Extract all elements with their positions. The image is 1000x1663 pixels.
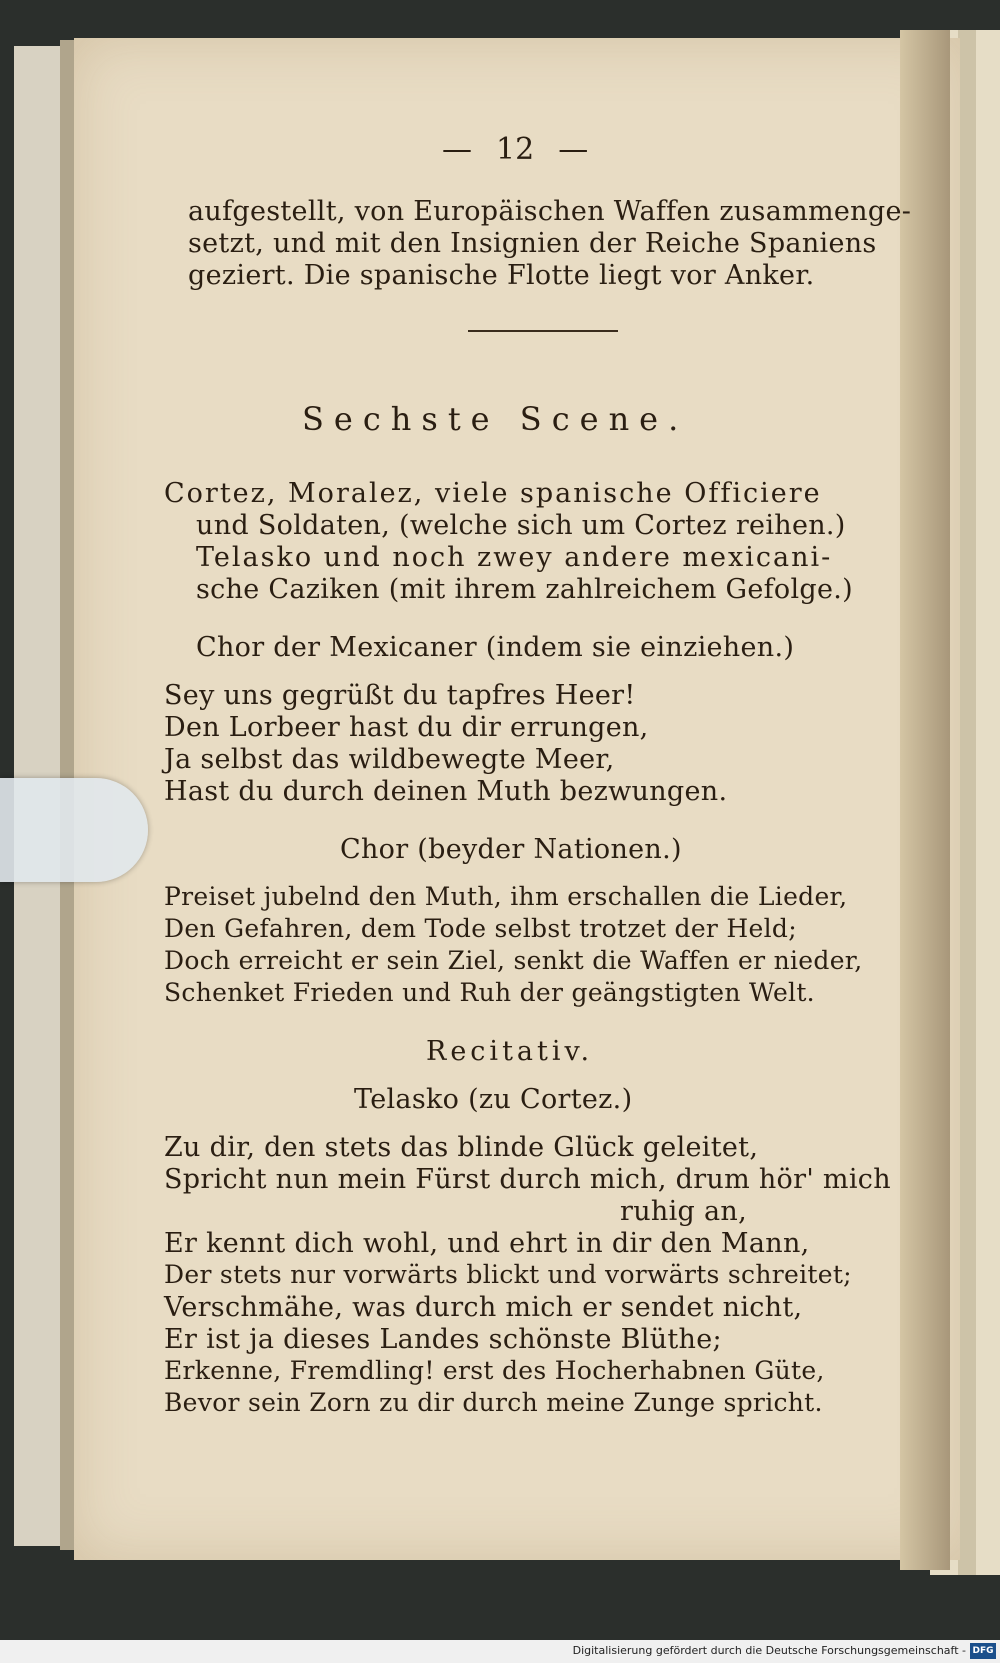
intro-line: aufgestellt, von Europäischen Waffen zusammenge-	[188, 196, 912, 227]
speech-line: Er kennt dich wohl, und ehrt in dir den Mann,	[164, 1228, 810, 1259]
verse-line: Schenket Frieden und Ruh der geängstigten Welt.	[164, 978, 815, 1007]
speech-line: Spricht nun mein Fürst durch mich, drum hör' mich	[164, 1164, 891, 1195]
intro-line: geziert. Die spanische Flotte liegt vor Anker.	[188, 260, 815, 291]
cast-line: Telasko und noch zwey andere mexicani-	[196, 542, 833, 573]
recitativ-heading: Recitativ.	[426, 1036, 594, 1067]
verse-line: Preiset jubelnd den Muth, ihm erschallen die Lieder,	[164, 882, 848, 911]
cast-line: und Soldaten, (welche sich um Cortez reihen.)	[196, 510, 846, 541]
right-page-shadow	[958, 30, 976, 1575]
page-clip	[0, 778, 148, 882]
verse-line: Den Lorbeer hast du dir errungen,	[164, 712, 649, 743]
speech-line: Zu dir, den stets das blinde Glück geleitet,	[164, 1132, 759, 1163]
page-gutter	[900, 30, 950, 1570]
footer-bar	[0, 1640, 1000, 1663]
dash-right: —	[558, 132, 589, 167]
speaker-heading: Telasko (zu Cortez.)	[354, 1084, 633, 1115]
cast-line: Cortez, Moralez, viele spanische Officiere	[164, 478, 822, 509]
speech-line: Erkenne, Fremdling! erst des Hocherhabnen Güte,	[164, 1356, 825, 1385]
page-number: 12	[496, 132, 535, 167]
speech-line: Er ist ja dieses Landes schönste Blüthe;	[164, 1324, 722, 1355]
chorus-heading: Chor (beyder Nationen.)	[340, 834, 682, 865]
dash-left: —	[442, 132, 472, 167]
verse-line: Doch erreicht er sein Ziel, senkt die Waffen er nieder,	[164, 946, 863, 975]
speech-line: Der stets nur vorwärts blickt und vorwärts schreitet;	[164, 1260, 852, 1289]
verse-line: Sey uns gegrüßt du tapfres Heer!	[164, 680, 636, 711]
chorus-heading: Chor der Mexicaner (indem sie einziehen.)	[196, 632, 795, 663]
speech-line: Bevor sein Zorn zu dir durch meine Zunge spricht.	[164, 1388, 823, 1417]
speech-line: ruhig an,	[620, 1196, 747, 1227]
verse-line: Ja selbst das wildbewegte Meer,	[164, 744, 615, 775]
scene-title: Sechste Scene.	[302, 400, 689, 438]
cast-line: sche Caziken (mit ihrem zahlreichem Gefolge.)	[196, 574, 854, 605]
intro-line: setzt, und mit den Insignien der Reiche Spaniens	[188, 228, 877, 259]
verse-line: Den Gefahren, dem Tode selbst trotzet der Held;	[164, 914, 797, 943]
speech-line: Verschmähe, was durch mich er sendet nicht,	[164, 1292, 803, 1323]
footer-credit: Digitalisierung gefördert durch die Deutsche Forschungsgemeinschaft -	[572, 1644, 966, 1657]
verse-line: Hast du durch deinen Muth bezwungen.	[164, 776, 728, 807]
page-number-line	[430, 132, 600, 167]
dfg-logo-icon: DFG	[970, 1643, 996, 1659]
section-divider	[468, 330, 618, 332]
